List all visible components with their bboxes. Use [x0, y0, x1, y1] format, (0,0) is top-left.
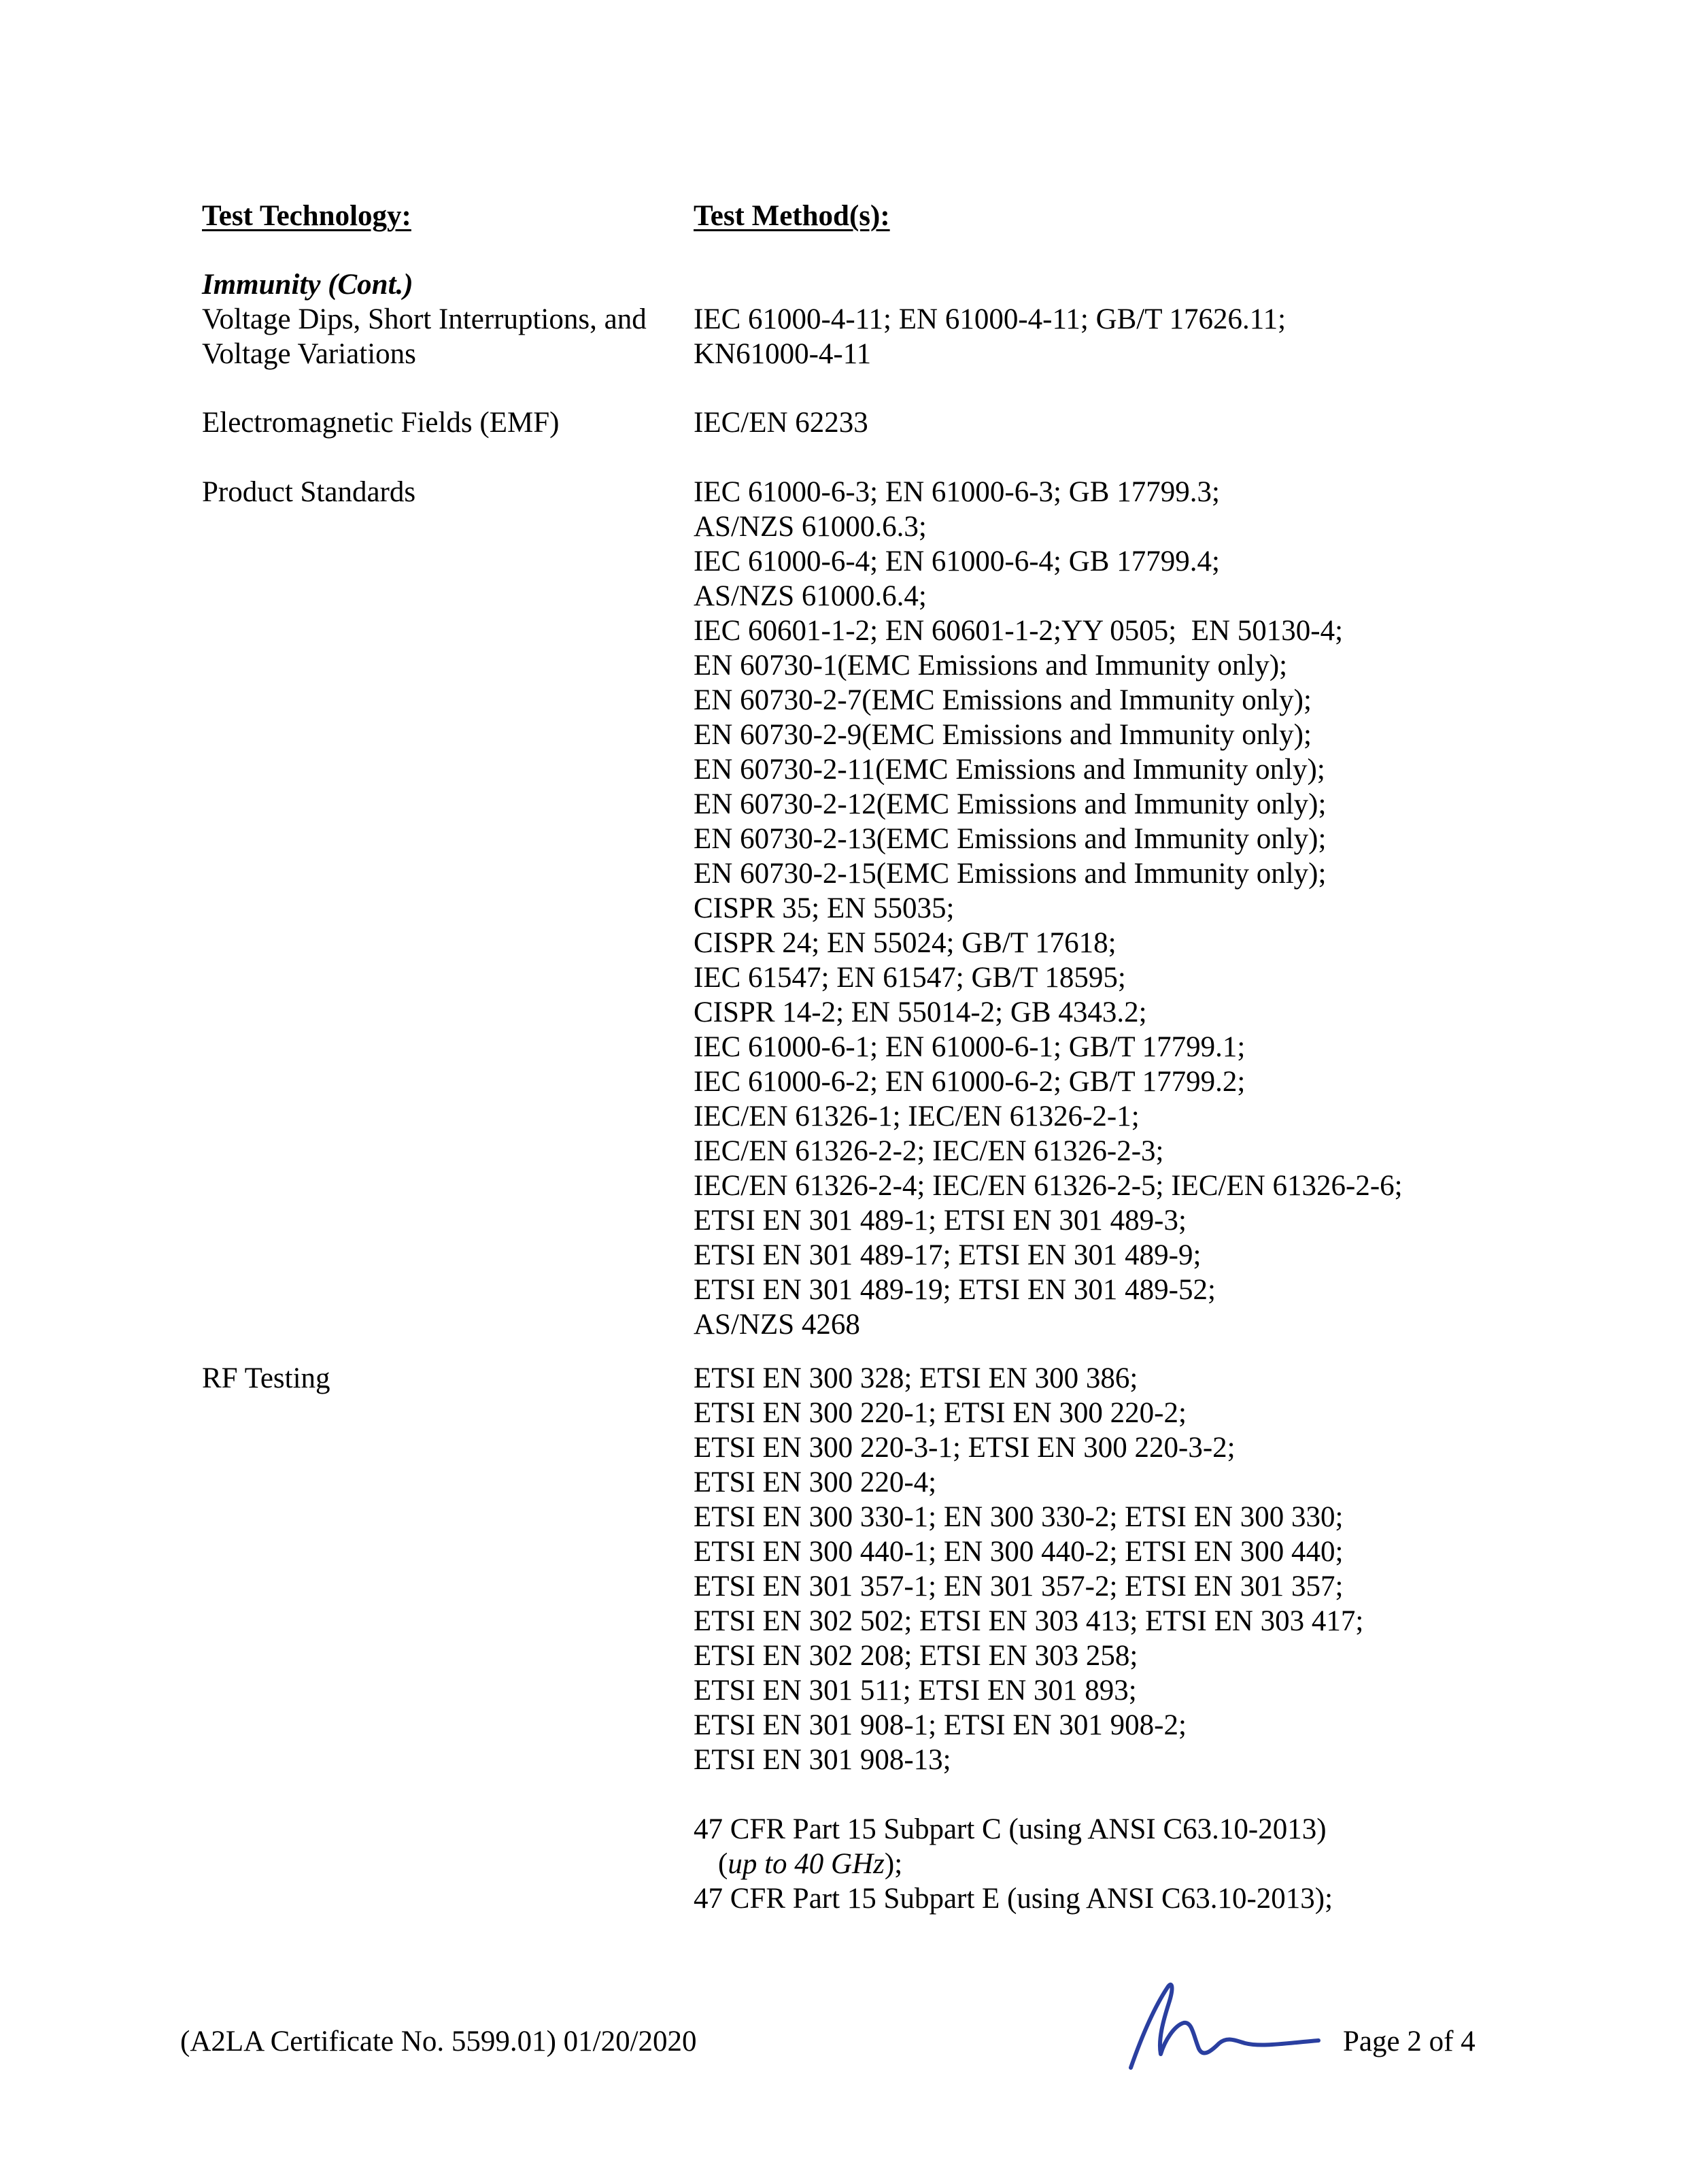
- method-line: IEC/EN 61326-2-4; IEC/EN 61326-2-5; IEC/EN 61326-2-6;: [694, 1170, 1403, 1202]
- method-line: IEC 60601-1-2; EN 60601-1-2;YY 0505; EN 50130-4;: [694, 615, 1344, 647]
- methods-rf-fcc: [694, 1812, 1578, 1916]
- method-line: ETSI EN 300 220-4;: [694, 1466, 937, 1498]
- method-line: AS/NZS 4268: [694, 1309, 860, 1341]
- method-line: ETSI EN 302 502; ETSI EN 303 413; ETSI EN 303 417;: [694, 1605, 1364, 1637]
- methods-voltage-dips: [694, 302, 1578, 371]
- footer-certificate: (A2LA Certificate No. 5599.01) 01/20/2020: [180, 2026, 697, 2057]
- method-line: ETSI EN 301 489-1; ETSI EN 301 489-3;: [694, 1205, 1187, 1237]
- method-line: IEC 61000-4-11; EN 61000-4-11; GB/T 17626.11;: [694, 303, 1286, 335]
- signature-stroke: [1131, 1985, 1318, 2068]
- method-line: ETSI EN 301 357-1; EN 301 357-2; ETSI EN 301 357;: [694, 1570, 1344, 1602]
- technology-line: Voltage Dips, Short Interruptions, and: [202, 303, 647, 335]
- method-line: ETSI EN 301 908-13;: [694, 1744, 951, 1776]
- technology-voltage-dips: [202, 302, 678, 371]
- section-title: Immunity (Cont.): [202, 269, 413, 301]
- method-line: ETSI EN 300 440-1; EN 300 440-2; ETSI EN 300 440;: [694, 1536, 1344, 1568]
- method-line: ETSI EN 300 330-1; EN 300 330-2; ETSI EN 300 330;: [694, 1501, 1344, 1533]
- method-line: ETSI EN 300 328; ETSI EN 300 386;: [694, 1362, 1138, 1394]
- technology-line: Product Standards: [202, 476, 416, 508]
- technology-product-standards: [202, 475, 678, 509]
- method-line: IEC 61000-6-3; EN 61000-6-3; GB 17799.3;: [694, 476, 1220, 508]
- method-line: CISPR 35; EN 55035;: [694, 892, 955, 924]
- method-line: IEC/EN 61326-1; IEC/EN 61326-2-1;: [694, 1101, 1140, 1132]
- method-line: EN 60730-2-15(EMC Emissions and Immunity only);: [694, 858, 1327, 890]
- method-line: ETSI EN 301 908-1; ETSI EN 301 908-2;: [694, 1709, 1187, 1741]
- method-line-frequency-note: (up to 40 GHz);: [718, 1848, 903, 1880]
- method-line: ETSI EN 302 208; ETSI EN 303 258;: [694, 1640, 1138, 1672]
- method-line: CISPR 24; EN 55024; GB/T 17618;: [694, 927, 1117, 959]
- technology-rf-testing: [202, 1361, 678, 1396]
- method-line: EN 60730-2-12(EMC Emissions and Immunity only);: [694, 788, 1327, 820]
- method-line: ETSI EN 301 489-17; ETSI EN 301 489-9;: [694, 1239, 1202, 1271]
- method-line: EN 60730-2-7(EMC Emissions and Immunity only);: [694, 684, 1312, 716]
- method-line: 47 CFR Part 15 Subpart E (using ANSI C63.10-2013);: [694, 1883, 1333, 1915]
- method-line: ETSI EN 300 220-3-1; ETSI EN 300 220-3-2;: [694, 1432, 1236, 1464]
- method-line: IEC/EN 62233: [694, 407, 868, 439]
- method-line: ETSI EN 301 489-19; ETSI EN 301 489-52;: [694, 1274, 1216, 1306]
- method-line: AS/NZS 61000.6.3;: [694, 511, 927, 543]
- methods-rf-testing: [694, 1361, 1578, 1777]
- method-line: EN 60730-2-11(EMC Emissions and Immunity only);: [694, 754, 1325, 786]
- method-line: ETSI EN 301 511; ETSI EN 301 893;: [694, 1675, 1137, 1707]
- method-line: IEC 61000-6-1; EN 61000-6-1; GB/T 17799.1;: [694, 1031, 1246, 1063]
- method-line: IEC 61000-6-2; EN 61000-6-2; GB/T 17799.2;: [694, 1066, 1246, 1098]
- method-line: IEC 61547; EN 61547; GB/T 18595;: [694, 962, 1126, 994]
- method-line: EN 60730-2-13(EMC Emissions and Immunity only);: [694, 823, 1327, 855]
- method-line: CISPR 14-2; EN 55014-2; GB 4343.2;: [694, 996, 1147, 1028]
- method-line: KN61000-4-11: [694, 338, 872, 370]
- method-line: AS/NZS 61000.6.4;: [694, 580, 927, 612]
- technology-emf: [202, 405, 678, 440]
- technology-line: Electromagnetic Fields (EMF): [202, 407, 560, 439]
- method-line: EN 60730-1(EMC Emissions and Immunity only);: [694, 650, 1288, 682]
- method-line: IEC 61000-6-4; EN 61000-6-4; GB 17799.4;: [694, 545, 1220, 577]
- footer-page-number: Page 2 of 4: [1343, 2026, 1476, 2057]
- signature-image: [1125, 1972, 1323, 2074]
- method-line: IEC/EN 61326-2-2; IEC/EN 61326-2-3;: [694, 1135, 1164, 1167]
- method-line: ETSI EN 300 220-1; ETSI EN 300 220-2;: [694, 1397, 1187, 1429]
- method-line: EN 60730-2-9(EMC Emissions and Immunity only);: [694, 719, 1312, 751]
- method-line: 47 CFR Part 15 Subpart C (using ANSI C63.10-2013): [694, 1813, 1327, 1845]
- test-methods-header: Test Method(s):: [694, 200, 890, 232]
- technology-line: Voltage Variations: [202, 338, 416, 370]
- methods-product-standards: [694, 475, 1578, 1342]
- test-technology-header: Test Technology:: [202, 200, 411, 232]
- technology-line: RF Testing: [202, 1362, 330, 1394]
- methods-emf: [694, 405, 1578, 440]
